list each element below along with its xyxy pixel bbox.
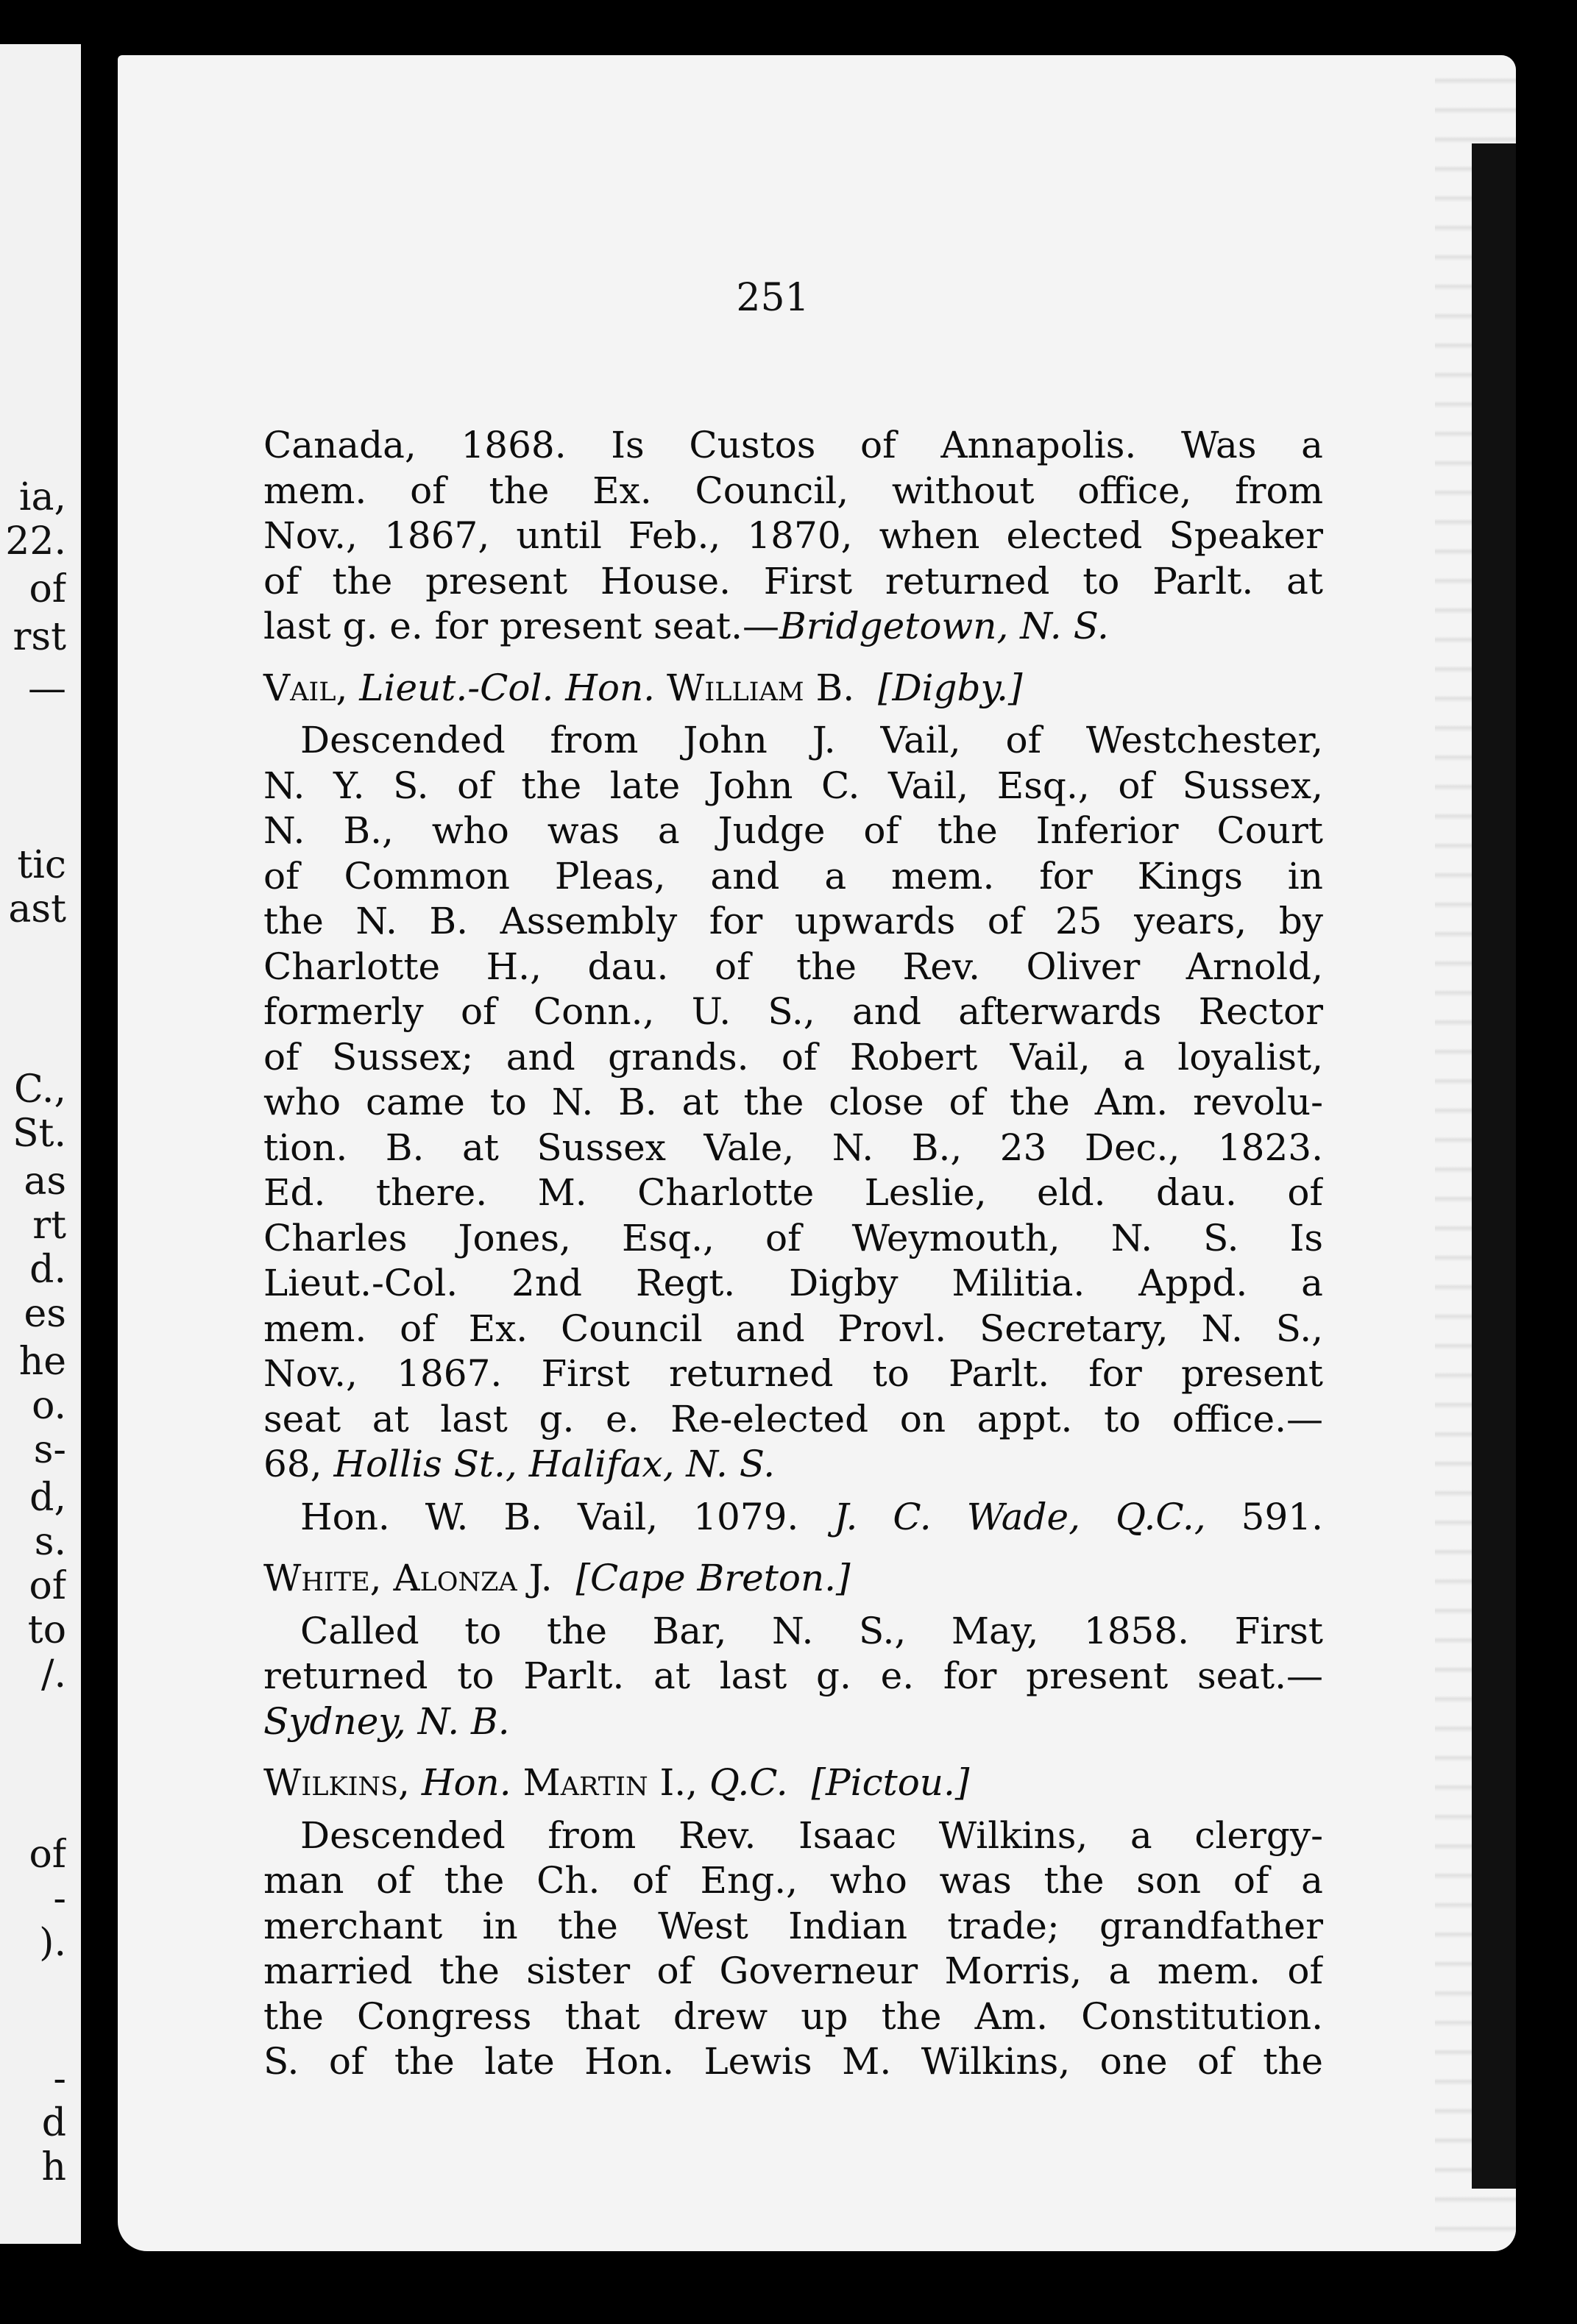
votes-winner: Hon. W. B. Vail, 1079.	[300, 1495, 799, 1538]
left-page-sliver	[0, 44, 81, 2244]
page-text	[263, 423, 1323, 2085]
entry-wilkins	[263, 1760, 1323, 2085]
text-line: married the sister of Governeur Morris, a mem. of	[263, 1950, 1323, 1992]
left-fragment: s-	[33, 1431, 66, 1469]
left-fragment: tic	[17, 846, 66, 884]
text-fragment: last g. e. for present seat.—	[263, 605, 780, 647]
text-line: Charles Jones, Esq., of Weymouth, N. S. Is	[263, 1216, 1323, 1259]
left-fragment: of	[29, 570, 66, 608]
left-fragment: to	[27, 1611, 66, 1649]
text-line: S. of the late Hon. Lewis M. Wilkins, one of the	[263, 2040, 1323, 2083]
left-fragment: /.	[40, 1655, 66, 1694]
left-fragment: es	[24, 1295, 66, 1333]
suffix: Q.C.	[709, 1761, 788, 1804]
address-prefix: 68,	[263, 1443, 322, 1485]
left-fragment: ast	[8, 890, 66, 928]
text-line: the N. B. Assembly for upwards of 25 years, by	[263, 900, 1323, 942]
left-fragment: of	[29, 1567, 66, 1605]
text-line: Lieut.-Col. 2nd Regt. Digby Militia. Appd. a	[263, 1262, 1323, 1304]
entry-heading	[263, 1760, 1323, 1806]
text-line: Ed. there. M. Charlotte Leslie, eld. dau. of	[263, 1171, 1323, 1214]
left-fragment: d,	[29, 1479, 66, 1517]
left-fragment: rt	[32, 1207, 66, 1245]
constituency: [Digby.]	[877, 666, 1023, 709]
text-line: man of the Ch. of Eng., who was the son of a	[263, 1859, 1323, 1902]
text-line: seat at last g. e. Re-elected on appt. to office.—	[263, 1397, 1323, 1440]
text-line: Canada, 1868. Is Custos of Annapolis. Was a	[263, 424, 1323, 466]
left-fragment: ).	[39, 1924, 66, 1962]
book-page	[118, 55, 1516, 2251]
text-line: N. B., who was a Judge of the Inferior Court	[263, 809, 1323, 852]
address: Sydney, N. B.	[263, 1699, 510, 1743]
text-line: tion. B. at Sussex Vale, N. B., 23 Dec., 1823.	[263, 1126, 1323, 1169]
left-fragment: -	[53, 2060, 66, 2098]
text-line: of the present House. First returned to Parlt. at	[263, 559, 1323, 603]
left-fragment: C.,	[14, 1070, 66, 1109]
text-line: of Sussex; and grands. of Robert Vail, a loyalist,	[263, 1035, 1323, 1079]
left-fragment: d	[41, 2104, 66, 2142]
votes-count: 591.	[1241, 1495, 1323, 1538]
left-fragment: he	[18, 1343, 66, 1381]
text-line: who came to N. B. at the close of the Am. revolu-	[263, 1081, 1323, 1123]
given-name: Martin I.,	[522, 1761, 698, 1804]
address: Hollis St., Halifax, N. S.	[333, 1443, 776, 1485]
left-fragment: as	[24, 1162, 66, 1201]
entry-heading	[263, 1556, 1323, 1602]
text-line: formerly of Conn., U. S., and afterwards Rector	[263, 990, 1323, 1033]
honorific: Lieut.-Col. Hon.	[359, 666, 656, 709]
text-line: mem. of the Ex. Council, without office, from	[263, 469, 1323, 512]
constituency: [Cape Breton.]	[575, 1557, 851, 1599]
left-fragment: 22.	[5, 522, 66, 561]
text-line: Descended from John J. Vail, of Westchester,	[300, 719, 1323, 761]
left-fragment: rst	[13, 618, 66, 656]
text-line: Charlotte H., dau. of the Rev. Oliver Arnold,	[263, 945, 1323, 988]
left-fragment: o.	[32, 1387, 66, 1425]
surname: Wilkins,	[263, 1761, 410, 1804]
text-line: Called to the Bar, N. S., May, 1858. First	[300, 1609, 1323, 1652]
left-fragment: of	[29, 1836, 66, 1874]
left-fragment: —	[28, 669, 66, 708]
page-number: 251	[736, 276, 809, 320]
address: Bridgetown, N. S.	[779, 605, 1109, 647]
surname: White,	[263, 1557, 382, 1599]
left-fragment: h	[41, 2148, 66, 2186]
text-line: Nov., 1867. First returned to Parlt. for present	[263, 1352, 1323, 1395]
surname: Vail,	[263, 666, 348, 709]
left-fragment: s.	[34, 1523, 66, 1561]
left-fragment: ia,	[18, 478, 66, 516]
text-line	[263, 1442, 1323, 1488]
text-line: of Common Pleas, and a mem. for Kings in	[263, 854, 1323, 898]
text-line	[263, 604, 1323, 650]
entry-white	[263, 1556, 1323, 1744]
text-line: Nov., 1867, until Feb., 1870, when elected Speaker	[263, 514, 1323, 557]
honorific: Hon.	[421, 1761, 511, 1804]
votes-opponent: J. C. Wade, Q.C.,	[834, 1495, 1206, 1538]
votes-line	[263, 1495, 1323, 1541]
entry-vail	[263, 666, 1323, 1541]
constituency: [Pictou.]	[811, 1761, 970, 1804]
text-line: N. Y. S. of the late John C. Vail, Esq., of Sussex,	[263, 764, 1323, 807]
text-line: mem. of Ex. Council and Provl. Secretary, N. S.,	[263, 1307, 1323, 1350]
text-line: merchant in the West Indian trade; grandfather	[263, 1904, 1323, 1947]
given-name: Alonza J.	[393, 1557, 553, 1599]
left-fragment: d.	[29, 1251, 66, 1289]
entry-continued	[263, 423, 1323, 650]
text-line: the Congress that drew up the Am. Constitution.	[263, 1994, 1323, 2038]
left-fragment: -	[53, 1880, 66, 1918]
given-name: William B.	[666, 666, 855, 709]
entry-heading	[263, 666, 1323, 711]
text-line: Descended from Rev. Isaac Wilkins, a clergy-	[300, 1813, 1323, 1857]
page-edge-shadow	[1472, 143, 1516, 2189]
text-line: returned to Parlt. at last g. e. for present seat.—	[263, 1655, 1323, 1697]
left-fragment: St.	[12, 1115, 66, 1153]
